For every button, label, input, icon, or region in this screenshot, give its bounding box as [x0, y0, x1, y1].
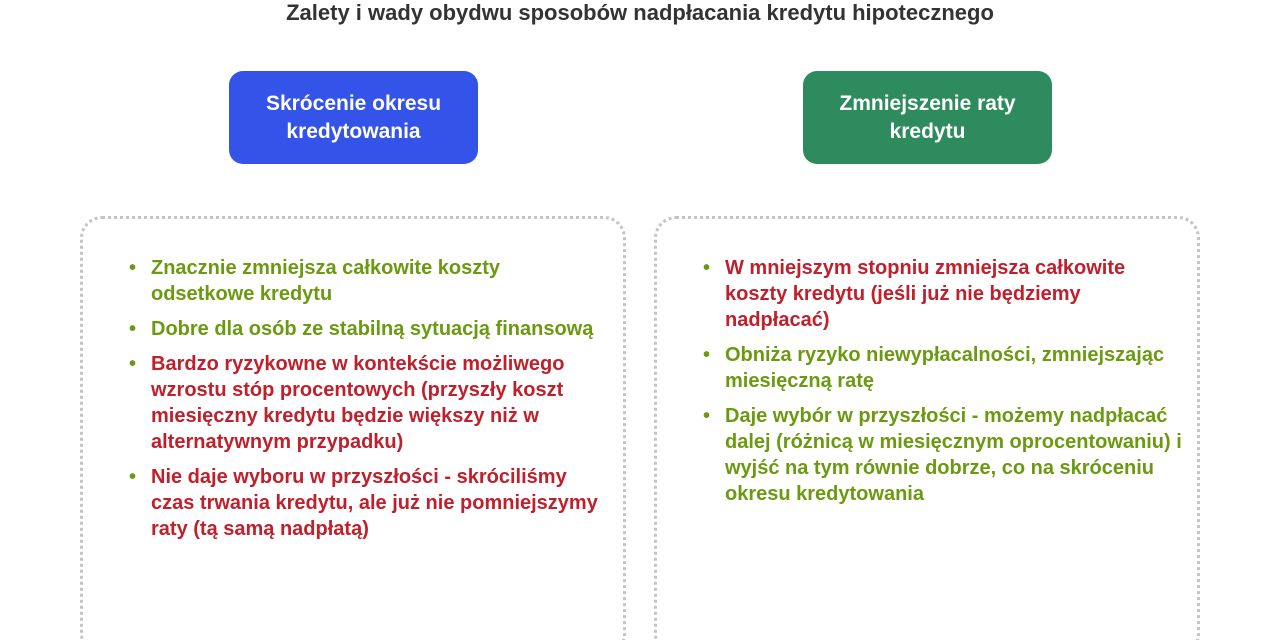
bullet-icon: • [129, 318, 137, 340]
left-panel [80, 216, 626, 640]
bullet-icon: • [703, 257, 711, 279]
right-list [703, 255, 1183, 516]
right-panel [654, 216, 1200, 640]
right-list-item-pro [703, 342, 1183, 394]
diagram-title: Zalety i wady obydwu sposobów nadpłacania kredytu hipotecznego [286, 0, 994, 25]
right-list-item-text: W mniejszym stopniu zmniejsza całkowite koszty kredytu (jeśli już nie będziemy nadpłacać) [725, 257, 1126, 331]
right-list-item-pro [703, 403, 1183, 507]
bullet-icon: • [703, 405, 711, 427]
left-list-item-text: Znacznie zmniejsza całkowite koszty odsetkowe kredytu [151, 257, 501, 305]
bullet-icon: • [703, 344, 711, 366]
right-header-label: Zmniejszenie raty kredytu [839, 91, 1016, 143]
bullet-icon: • [129, 257, 137, 279]
right-list-item-text: Obniża ryzyko niewypłacalności, zmniejszając miesięczną ratę [725, 344, 1165, 392]
bullet-icon: • [129, 466, 137, 488]
left-list-item-text: Nie daje wyboru w przyszłości - skróciliśmy czas trwania kredytu, ale już nie pomniejszymy raty (tą samą nadpłatą) [151, 466, 598, 540]
right-list-item-text: Daje wybór w przyszłości - możemy nadpłacać dalej (różnicą w miesięcznym oprocentowaniu) i wyjść na tym równie dobrze, co na skróceniu okresu kredytowania [725, 405, 1182, 505]
right-header-box [803, 71, 1052, 164]
left-header-box [229, 71, 478, 164]
left-list-item-con [129, 464, 599, 542]
left-list-item-pro [129, 255, 599, 307]
left-list-item-text: Dobre dla osób ze stabilną sytuacją finansową [151, 318, 594, 340]
left-list-item-pro [129, 316, 599, 342]
left-list-item-con [129, 351, 599, 455]
left-list [129, 255, 599, 551]
left-list-item-text: Bardzo ryzykowne w kontekście możliwego wzrostu stóp procentowych (przyszły koszt miesięczny kredytu będzie większy niż w alternatywnym przypadku) [151, 353, 565, 453]
left-header-label: Skrócenie okresu kredytowania [265, 91, 442, 143]
bullet-icon: • [129, 353, 137, 375]
right-list-item-con [703, 255, 1183, 333]
